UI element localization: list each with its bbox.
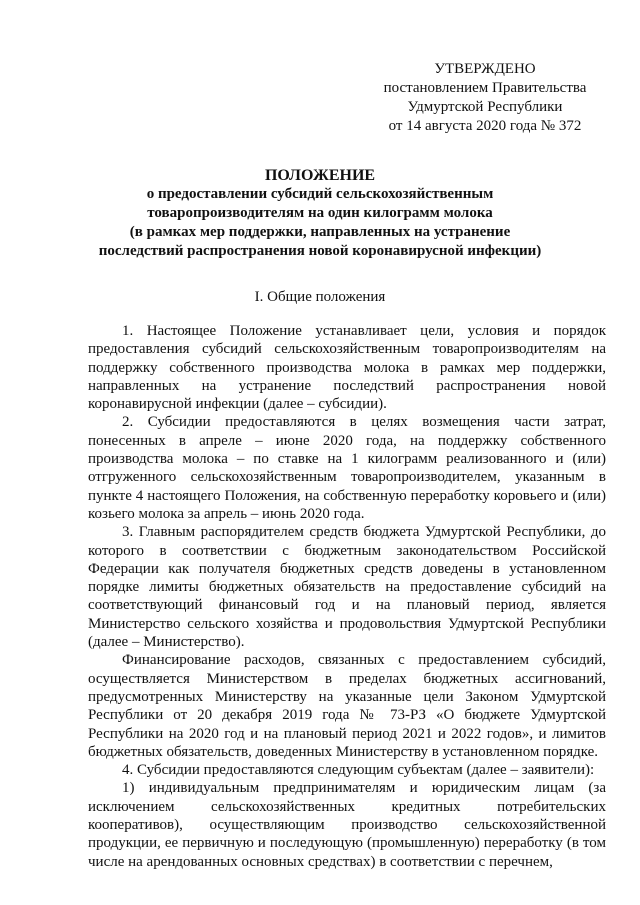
paragraph-financing: Финансирование расходов, связанных с предоставлением субсидий, осуществляется Министерством в пределах бюджетных ассигнований, предусмотренных Министерству на указанные цели Законом Удмуртской Республики от 20 декабря 2019 года № 73-РЗ «О бюджете Удмуртской Республики на 2020 год и на плановый период 2021 и 2022 годов», и лимитов бюджетных обязательств, доведенных Министерству в установленном порядке. — [88, 652, 606, 760]
paragraph-3: 3. Главным распорядителем средств бюджета Удмуртской Республики, до которого в соответствии с бюджетным законодательством Российской Федерации как получателя бюджетных средств доведены в установленном порядке лимиты бюджетных обязательств на предоставление субсидий на соответствующий финансовый год и на плановый период, является Министерство сельского хозяйства и продовольствия Удмуртской Республики (далее – Министерство). — [88, 524, 606, 651]
paragraph-4: 4. Субсидии предоставляются следующим субъектам (далее – заявители): — [122, 762, 595, 779]
approval-block — [370, 60, 600, 136]
document-subtitle-line: (в рамках мер поддержки, направленных на устранение — [129, 224, 511, 240]
document-body — [88, 322, 606, 871]
paragraph-4-item-1: 1) индивидуальным предпринимателям и юридическим лицам (за исключением сельскохозяйственных кредитных потребительских кооперативов), осуществляющим производство сельскохозяйственной продукции, ее первичную и последующую (промышленную) переработку (в том числе на арендованных основных средствах) в соответствии с перечнем, — [88, 780, 606, 870]
document-subtitle-line: о предоставлении субсидий сельскохозяйственным — [146, 186, 494, 202]
document-title-block — [60, 166, 580, 261]
document-subtitle-line: последствий распространения новой коронавирусной инфекции) — [98, 243, 542, 259]
paragraph-2: 2. Субсидии предоставляются в целях возмещения части затрат, понесенных в апреле – июне 2020 года, на поддержку собственного производства молока – по ставке на 1 килограмм реализованного и (или) отгруженного сельскохозяйственным товаропроизводителем, указанным в пункте 4 настоящего Положения, на собственную переработку коровьего и (или) козьего молока за апрель – июнь 2020 года. — [88, 414, 606, 522]
approval-date-number: от 14 августа 2020 года № 372 — [388, 118, 582, 134]
paragraph-1: 1. Настоящее Положение устанавливает цели, условия и порядок предоставления субсидий сельскохозяйственным товаропроизводителям на поддержку собственного производства молока в рамках мер поддержки, направленных на устранение последствий распространения новой коронавирусной инфекции (далее – субсидии). — [88, 323, 606, 413]
approval-issuer-region: Удмуртской Республики — [407, 99, 563, 115]
approval-issuer: постановлением Правительства — [383, 80, 587, 96]
section-heading: I. Общие положения — [254, 289, 386, 305]
document-subtitle-line: товаропроизводителям на один килограмм молока — [147, 205, 493, 221]
approval-stamp: УТВЕРЖДЕНО — [434, 61, 536, 77]
document-title: ПОЛОЖЕНИЕ — [264, 167, 376, 184]
